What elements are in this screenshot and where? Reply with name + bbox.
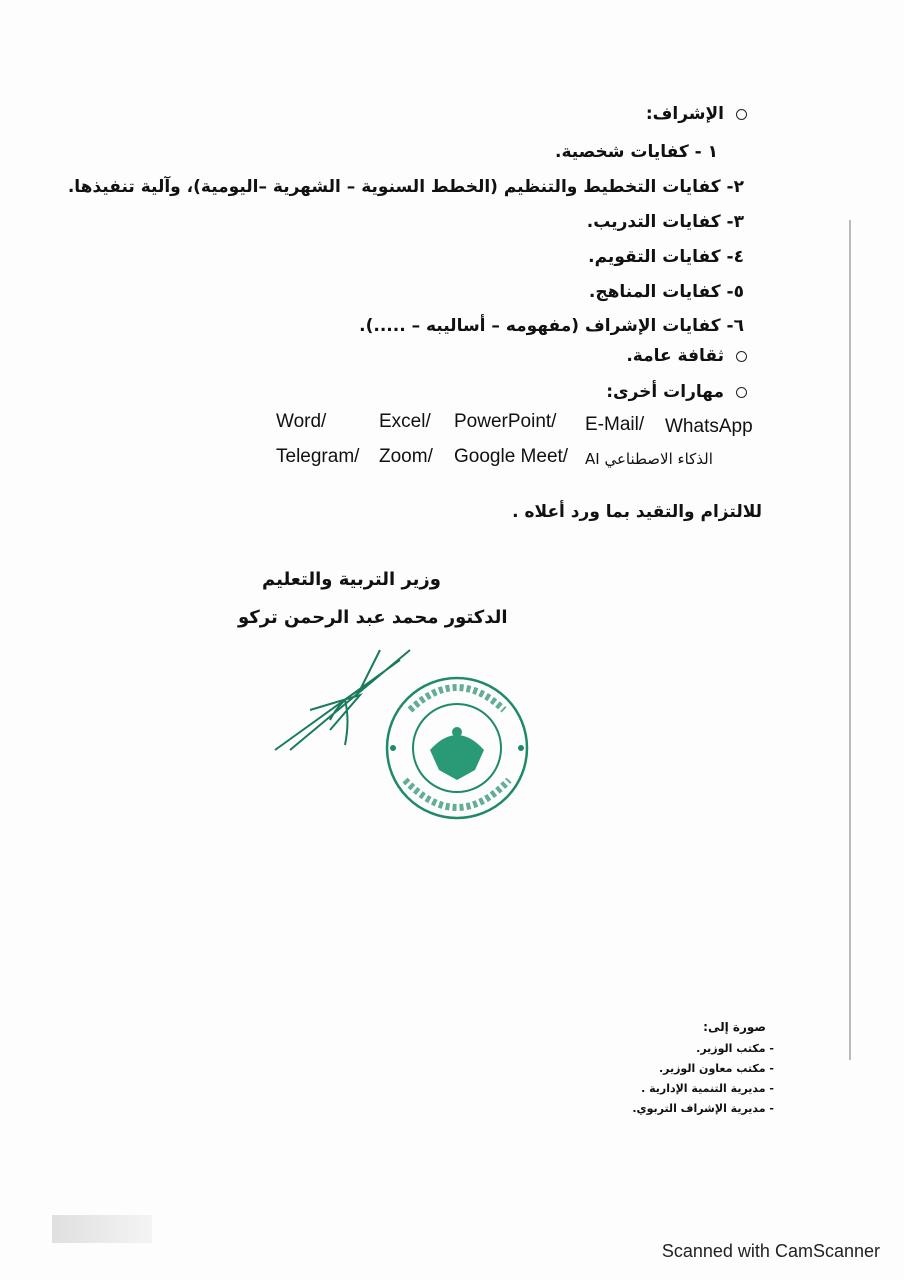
signature-title: وزير التربية والتعليم — [262, 569, 441, 590]
supervision-heading — [646, 104, 747, 124]
closing-text: للالتزام والتقيد بما ورد أعلاه . — [512, 502, 762, 522]
skill-item: Google Meet/ — [454, 446, 569, 467]
skill-item: Excel/ — [379, 411, 431, 432]
scan-edge-line — [849, 220, 851, 1060]
official-stamp-icon — [387, 678, 527, 818]
heading-text: مهارات أخرى: — [606, 382, 724, 402]
cc-heading: صورة إلى: — [703, 1020, 766, 1034]
skill-item: الذكاء الاصطناعي AI — [585, 450, 713, 468]
general-culture — [626, 346, 747, 366]
supervision-item: ٣- كفايات التدريب. — [586, 212, 744, 232]
cc-item: - مكتب معاون الوزير. — [658, 1062, 774, 1075]
other-skills-heading — [606, 382, 747, 402]
skill-item: PowerPoint/ — [454, 411, 557, 432]
cc-item: - مديرية التنمية الإدارية . — [641, 1082, 774, 1095]
heading-text: الإشراف: — [645, 104, 724, 124]
supervision-item: ٥- كفايات المناهج. — [588, 282, 744, 302]
skill-item: E-Mail/ — [585, 414, 645, 435]
bullet-icon — [736, 109, 747, 120]
skill-item: Telegram/ — [276, 446, 360, 467]
skill-item: Zoom/ — [379, 446, 433, 467]
handwritten-signature — [275, 650, 410, 750]
bullet-icon — [736, 387, 747, 398]
skill-item: Word/ — [276, 411, 327, 432]
supervision-item: ٦- كفايات الإشراف (مفهومه – أساليبه – .....). — [359, 316, 744, 336]
supervision-item: ١ - كفايات شخصية. — [555, 142, 718, 162]
signature-and-stamp — [270, 640, 530, 820]
cc-item: - مديرية الإشراف التربوي. — [632, 1102, 774, 1115]
general-culture-text: ثقافة عامة. — [626, 346, 724, 366]
camscanner-watermark: Scanned with CamScanner — [661, 1241, 880, 1261]
bullet-icon — [736, 351, 747, 362]
skill-item: WhatsApp — [665, 416, 753, 437]
supervision-item: ٢- كفايات التخطيط والتنظيم (الخطط السنوية – الشهرية –اليومية)، وآلية تنفيذها. — [67, 177, 744, 197]
cc-item: - مكتب الوزير. — [696, 1042, 774, 1055]
signature-name: الدكتور محمد عبد الرحمن تركو — [238, 607, 508, 628]
supervision-item: ٤- كفايات التقويم. — [588, 247, 744, 267]
scan-smudge — [52, 1215, 152, 1243]
